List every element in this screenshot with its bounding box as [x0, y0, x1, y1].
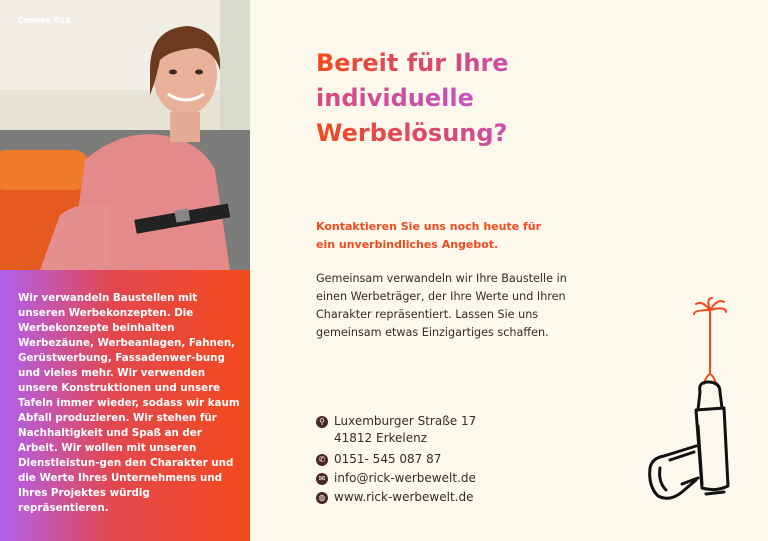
call-to-action: [316, 218, 576, 254]
phone-icon: ✆: [316, 454, 328, 466]
address-street: Luxemburger Straße 17: [334, 414, 477, 428]
location-pin-icon: ⚲: [316, 416, 328, 428]
headline: [316, 46, 576, 151]
headline-line-3: Werbelösung?: [316, 116, 576, 151]
address-city: 41812 Erkelenz: [334, 431, 428, 445]
body-text: Gemeinsam verwandeln wir Ihre Baustelle in einen Werbeträger, der Ihre Werte und Ihren Charakter repräsentiert. Lassen Sie uns gemeinsam etwas Einzigartiges schaffen.: [316, 272, 567, 339]
phone-number[interactable]: 0151- 545 087 87: [334, 452, 442, 466]
flower-drill-illustration: [636, 296, 746, 516]
headline-line-1: Bereit für Ihre: [316, 46, 576, 81]
portrait-photo: [0, 0, 250, 270]
about-text: Wir verwandeln Baustellen mit unseren Werbekonzepten. Die Werbekonzepte beinhalten Werbezäune, Werbeanlagen, Fahnen, Gerüstwerbung, Fassadenwer-bung und vieles mehr. Wir verwenden unsere Konstruktionen und unsere Tafeln immer wieder, sodass wir kaum Abfall produzieren. Wir stehen für Nachhaltigkeit und Spaß an der Arbeit. Wir wollen mit unseren Dienstleistun-gen den Charakter und die Werte Ihres Unternehmens und Ihres Projektes würdig repräsentieren.: [18, 292, 240, 514]
globe-icon: ◍: [316, 492, 328, 504]
headline-line-2: individuelle: [316, 81, 576, 116]
photo-caption: Corinna Rick: [18, 16, 72, 25]
cta-line-1: Kontaktieren Sie uns noch heute für: [316, 220, 542, 233]
cta-line-2: ein unverbindliches Angebot.: [316, 238, 499, 251]
mail-icon: ✉: [316, 473, 328, 485]
left-panel: [0, 0, 250, 541]
email-link[interactable]: info@rick-werbewelt.de: [334, 471, 476, 485]
portrait-image: [0, 0, 250, 270]
website-link[interactable]: www.rick-werbewelt.de: [334, 490, 474, 504]
